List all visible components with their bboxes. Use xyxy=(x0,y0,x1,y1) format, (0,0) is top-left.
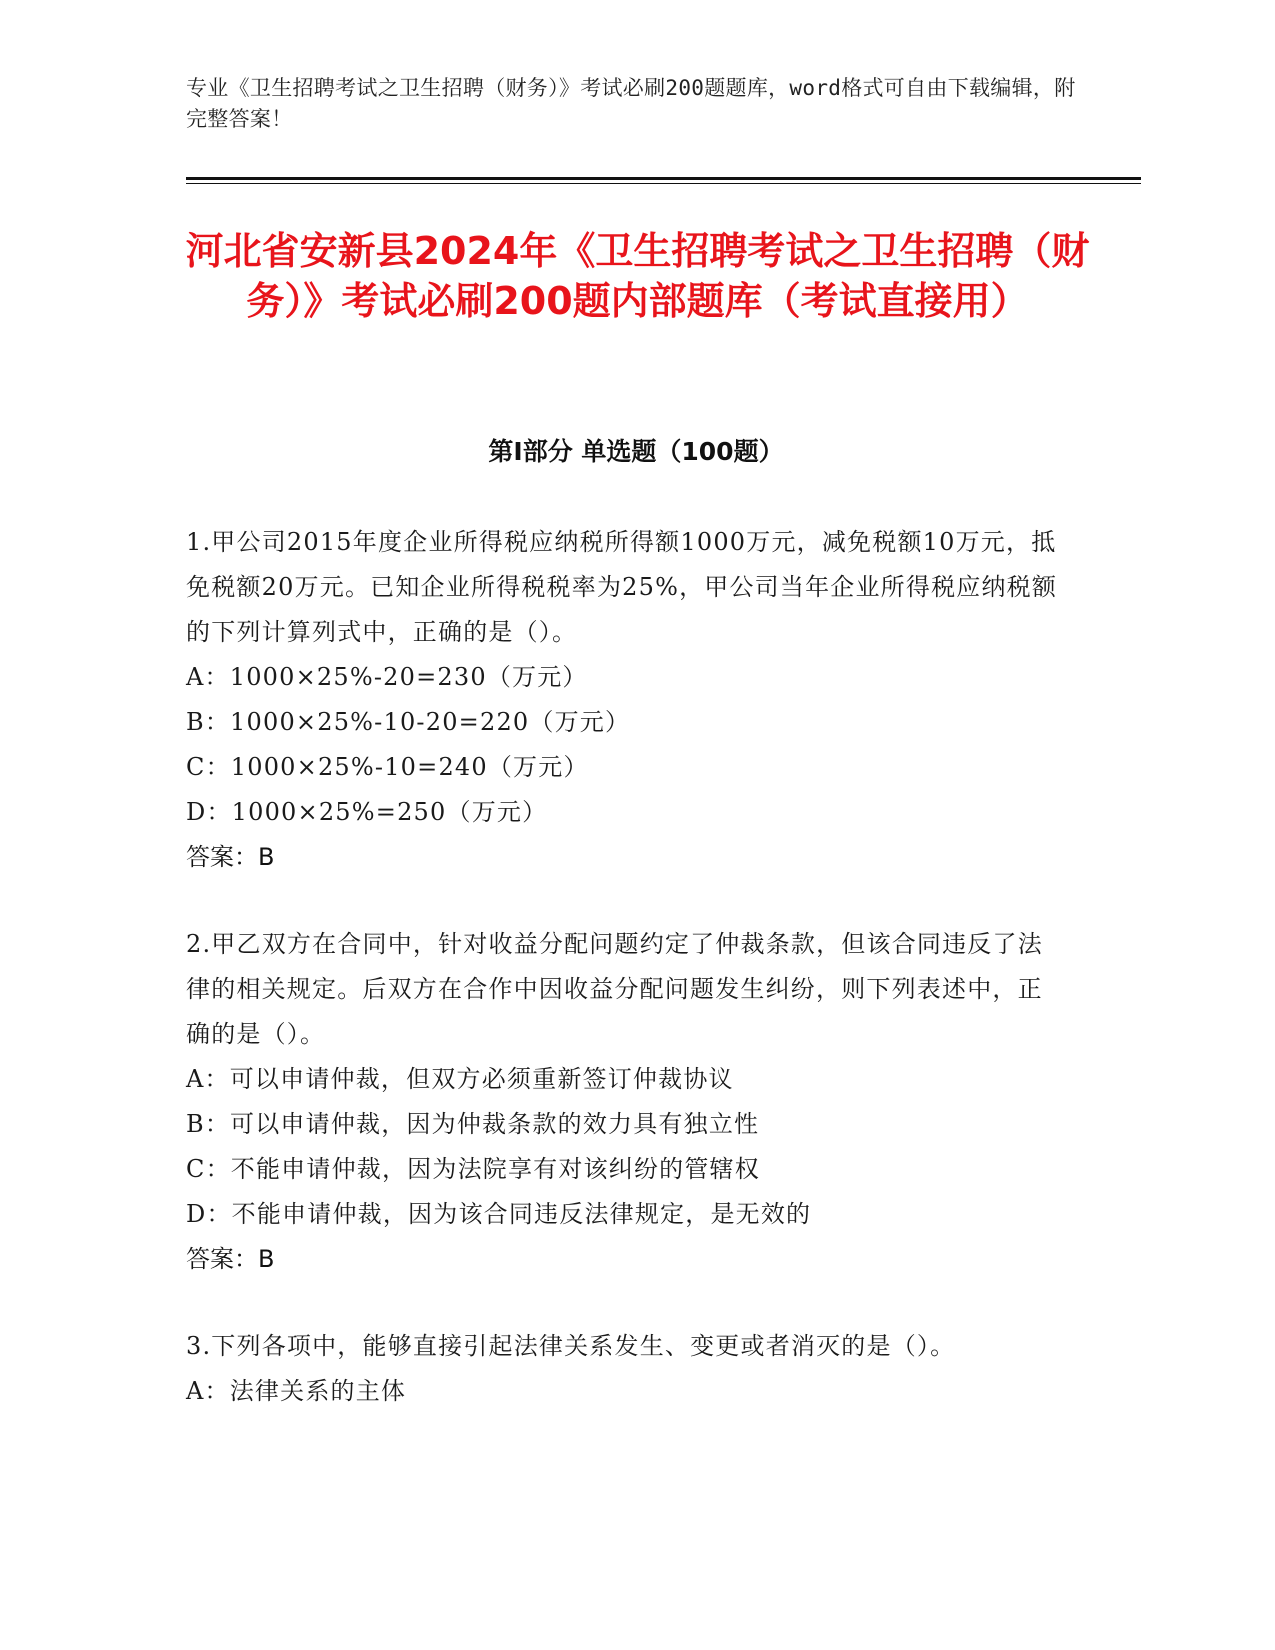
option-d: D：1000×25%=250（万元） xyxy=(186,798,548,826)
option-a: A：可以申请仲裁，但双方必须重新签订仲裁协议 xyxy=(186,1065,734,1093)
answer-line: 答案：B xyxy=(186,1245,275,1273)
option-a: A：法律关系的主体 xyxy=(186,1377,407,1405)
document-title: 河北省安新县2024年《卫生招聘考试之卫生招聘（财务）》考试必刷200题内部题库（考试直接用） xyxy=(185,229,1090,323)
option-c: C：1000×25%-10=240（万元） xyxy=(186,753,589,781)
header-note: 专业《卫生招聘考试之卫生招聘（财务）》考试必刷200题题库，word格式可自由下载编辑，附完整答案！ xyxy=(186,76,1076,131)
option-a: A：1000×25%-20=230（万元） xyxy=(186,663,588,691)
option-b: B：1000×25%-10-20=220（万元） xyxy=(186,708,631,736)
question-list xyxy=(186,520,1066,1456)
section-heading: 第I部分 单选题（100题） xyxy=(488,437,784,466)
header-rule-thick xyxy=(186,177,1141,180)
option-b: B：可以申请仲裁，因为仲裁条款的效力具有独立性 xyxy=(186,1110,760,1138)
question-3 xyxy=(186,1324,1066,1414)
question-1 xyxy=(186,520,1066,880)
option-c: C：不能申请仲裁，因为法院享有对该纠纷的管辖权 xyxy=(186,1155,760,1183)
question-stem: 3.下列各项中，能够直接引起法律关系发生、变更或者消灭的是（）。 xyxy=(186,1332,956,1360)
question-2 xyxy=(186,922,1066,1282)
option-d: D：不能申请仲裁，因为该合同违反法律规定，是无效的 xyxy=(186,1200,812,1228)
header-rule-thin xyxy=(186,183,1141,184)
answer-line: 答案：B xyxy=(186,843,275,871)
question-stem: 2.甲乙双方在合同中，针对收益分配问题约定了仲裁条款，但该合同违反了法律的相关规定。后双方在合作中因收益分配问题发生纠纷，则下列表述中，正确的是（）。 xyxy=(186,930,1043,1048)
question-stem: 1.甲公司2015年度企业所得税应纳税所得额1000万元，减免税额10万元，抵免税额20万元。已知企业所得税税率为25%，甲公司当年企业所得税应纳税额的下列计算列式中，正确的是（）。 xyxy=(186,528,1058,646)
